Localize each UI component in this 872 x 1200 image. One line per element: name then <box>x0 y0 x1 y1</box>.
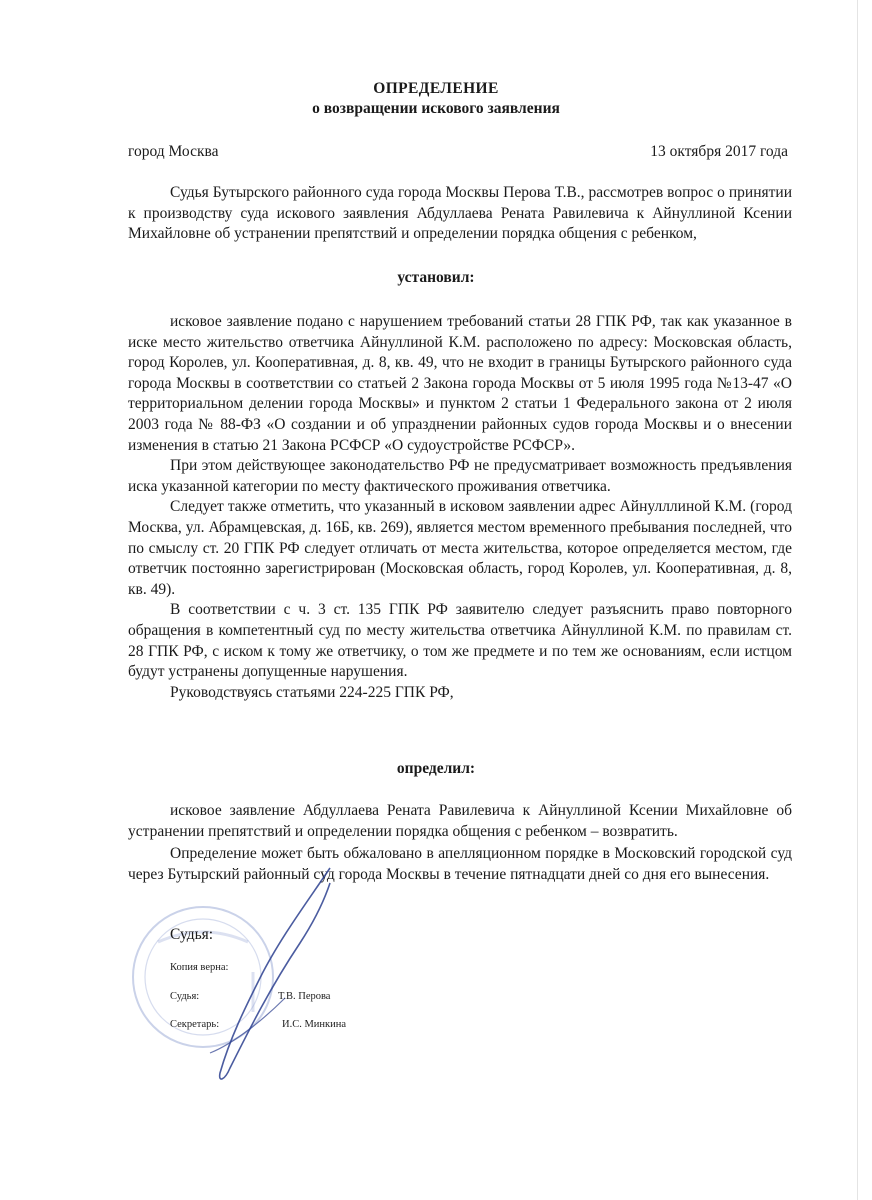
secretary-role-label: Секретарь: <box>170 1019 220 1030</box>
established-paragraph: В соответствии с ч. 3 ст. 135 ГПК РФ заявителю следует разъяснить право повторного обращения в компетентный суд по месту жительства ответчика Айнуллиной К.М. по правилам ст. 28 ГПК РФ, с иском к тому же ответчику, о том же предмете и по тем же основаниям, если истцом будут устранены допущенные нарушения. <box>128 601 792 681</box>
judge-role-label: Судья: <box>170 991 200 1002</box>
heading-decided: определил: <box>396 760 476 777</box>
signature-icon <box>180 858 360 1088</box>
intro-paragraph: Судья Бутырского районного суда города Москвы Перова Т.В., рассмотрев вопрос о принятии к производству суда искового заявления Абдуллаева Рената Равилевича к Айнуллиной Ксении Михайловне об устранении препятствий и определении порядка общения с ребенком, <box>128 184 792 243</box>
decided-paragraph: Определение может быть обжаловано в апелляционном порядке в Московский городской суд через Бутырский районный суд города Москвы в течение пятнадцати дней со дня его вынесения. <box>128 845 792 883</box>
judge-name: Т.В. Перова <box>278 991 331 1002</box>
intro-block <box>128 183 792 245</box>
decided-paragraph: исковое заявление Абдуллаева Рената Равилевича к Айнуллиной Ксении Михайловне об устранении препятствий и определении порядка общения с ребенком – возвратить. <box>128 802 792 840</box>
copy-verified-label: Копия верна: <box>170 962 229 973</box>
established-paragraph: Следует также отметить, что указанный в исковом заявлении адрес Айнулллиной К.М. (город Москва, ул. Абрамцевская, д. 16Б, кв. 269), является местом временного пребывания последней, что по смыслу ст. 20 ГПК РФ следует отличать от места жительства, которое определяется местом, где ответчик постоянно зарегистрирован (Московская область, город Королев, ул. Кооперативная, д. 8, кв. 49). <box>128 498 792 598</box>
judge-label: Судья: <box>170 926 214 943</box>
established-paragraph: исковое заявление подано с нарушением требований статьи 28 ГПК РФ, так как указанное в иске место жительство ответчика Айнуллиной К.М. расположено по адресу: Московская область, город Королев, ул. Кооперативная, д. 8, кв. 49, что не входит в границы Бутырского районного суда города Москвы в соответствии со статьей 2 Закона города Москвы от 5 июля 1995 года №13-47 «О территориальном делении города Москвы» и пунктом 2 статьи 1 Федерального закона от 2 июля 2003 года № 88-ФЗ «О создании и об упразднении районных судов города Москвы и о внесении изменения в статью 21 Закона РСФСР «О судоустройстве РСФСР». <box>128 313 792 454</box>
document-city: город Москва <box>128 143 219 160</box>
document-subtitle: о возвращении искового заявления <box>312 100 560 117</box>
secretary-name: И.С. Минкина <box>282 1019 347 1030</box>
document-date: 13 октября 2017 года <box>650 143 788 160</box>
established-paragraph: При этом действующее законодательство РФ не предусматривает возможность предъявления иска указанной категории по месту фактического проживания ответчика. <box>128 457 792 495</box>
document-title: ОПРЕДЕЛЕНИЕ <box>373 80 499 97</box>
established-paragraph: Руководствуясь статьями 224-225 ГПК РФ, <box>170 683 454 701</box>
page-edge-line <box>857 0 858 1200</box>
established-block <box>128 312 792 703</box>
heading-established: установил: <box>397 269 475 286</box>
